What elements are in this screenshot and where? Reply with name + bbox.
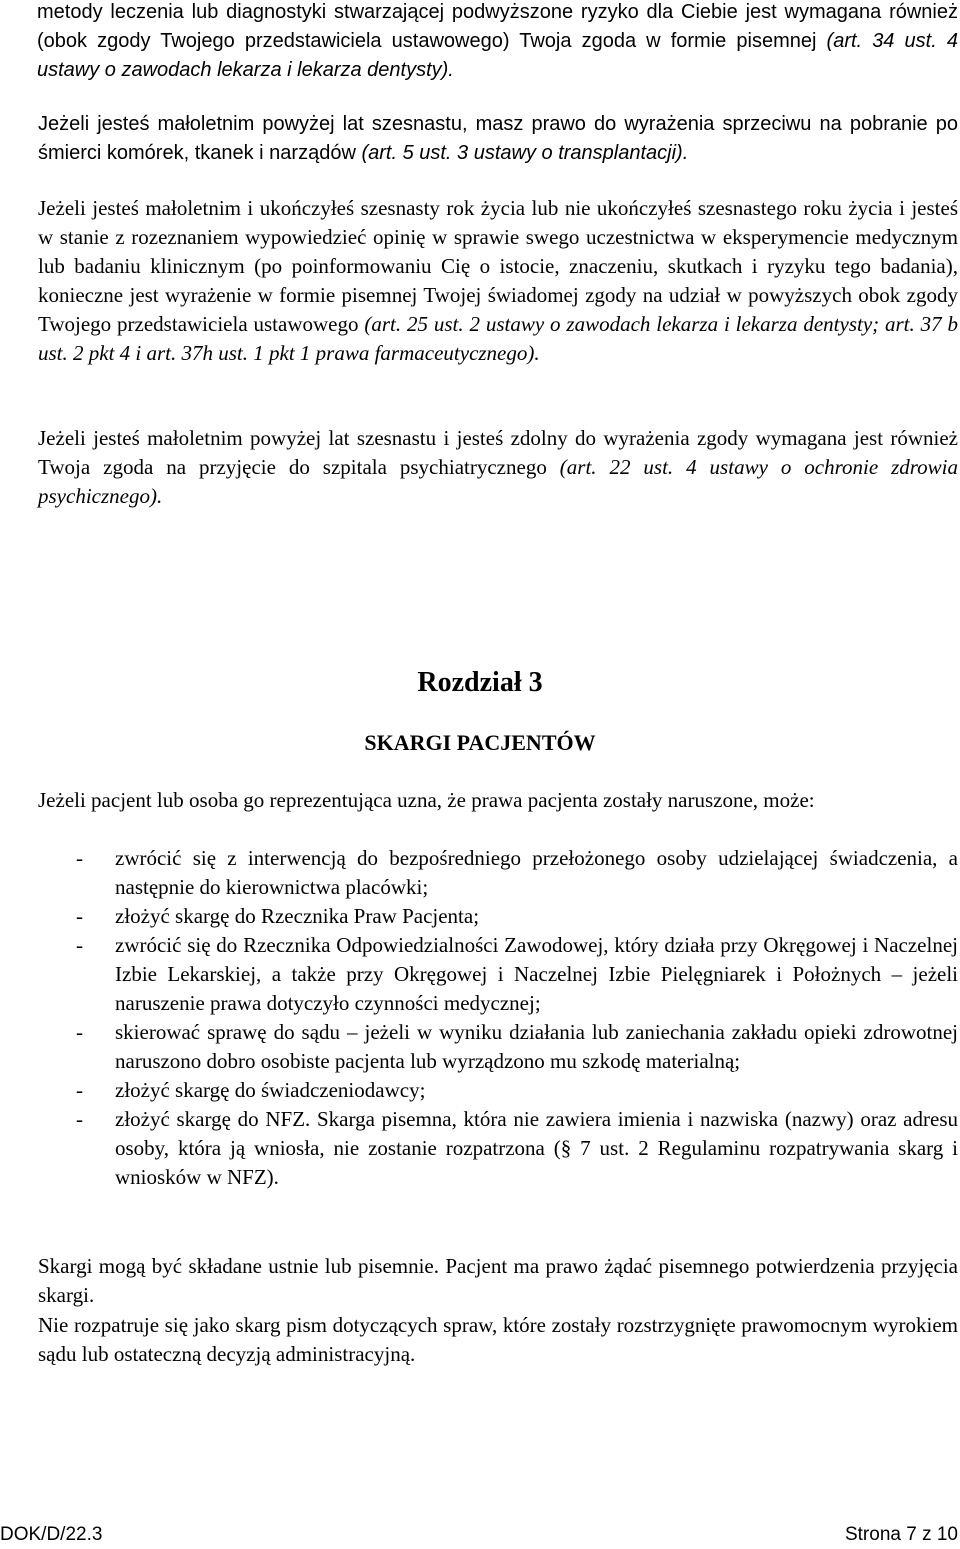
point-number (0, 1311, 38, 1340)
paragraph-continued (37, 0, 958, 85)
paragraph-number (0, 194, 38, 223)
list-item-text: zwrócić się z interwencją do bezpośredniego przełożonego osoby udzielającej świadczenia, a następnie do kierownictwa placówki; (115, 846, 958, 899)
legal-reference: (art. 34 ust. 4 ustawy o zawodach lekarza i lekarza dentysty). (37, 30, 958, 81)
list-item (0, 1076, 958, 1105)
list-dash: - (76, 1020, 83, 1044)
list-dash: - (76, 933, 83, 957)
list-item (0, 902, 958, 931)
list-item-text: zwrócić się do Rzecznika Odpowiedzialności Zawodowej, który działa przy Okręgowej i Naczelnej Izbie Lekarskiej, a także przy Okręgowej i Naczelnej Izbie Pielęgniarek i Położnych – jeżeli naruszenie prawa dotyczyło czynności medycznej; (115, 933, 958, 1015)
list-item (0, 1018, 958, 1076)
complaint-options-list (0, 844, 958, 1192)
legal-reference: (art. 22 ust. 4 ustawy o ochronie zdrowia psychicznego). (38, 455, 959, 508)
chapter-title: SKARGI PACJENTÓW (364, 730, 596, 755)
paragraph-8 (0, 424, 958, 511)
paragraph-text: Jeżeli jesteś małoletnim i ukończyłeś szesnasty rok życia lub nie ukończyłeś szesnastego roku życia i jesteś w stanie z rozeznaniem wypowiedzieć opinię w sprawie swego uczestnictwa w eksperymencie medycznym lub badaniu klinicznym (po poinformowaniu Cię o istocie, znaczeniu, skutkach i ryzyku tego badania), konieczne jest wyrażenie w formie pisemnej Twojej świadomej zgody na udział w powyższych obok zgody Twojego przedstawiciela ustawowego (38, 196, 958, 336)
list-item (0, 931, 958, 1018)
paragraph-number (0, 110, 38, 139)
point-text: Nie rozpatruje się jako skarg pism dotyczących spraw, które zostały rozstrzygnięte prawomocnym wyrokiem sądu lub ostateczną decyzją administracyjną. (38, 1313, 958, 1366)
legal-reference: (art. 5 ust. 3 ustawy o transplantacji). (361, 142, 689, 164)
paragraph-text: Jeżeli jesteś małoletnim powyżej lat szesnastu i jesteś zdolny do wyrażenia zgody wymagana jest również Twoja zgoda na przyjęcie do szpitala psychiatrycznego (38, 426, 958, 479)
page-number: Strona 7 z 10 (844, 1524, 958, 1545)
point-number (0, 786, 38, 815)
point-text: Skargi mogą być składane ustnie lub pisemnie. Pacjent ma prawo żądać pisemnego potwierdzenia przyjęcia skargi. (38, 1254, 958, 1307)
list-dash: - (76, 846, 83, 870)
list-item-text: skierować sprawę do sądu – jeżeli w wyniku działania lub zaniechania zakładu opieki zdrowotnej naruszono dobro osobiste pacjenta lub wyrządzono mu szkodę materialną; (115, 1020, 958, 1073)
paragraph-number (0, 424, 38, 453)
paragraph-7 (0, 194, 958, 368)
complaint-point-2 (0, 1252, 958, 1310)
list-dash: - (76, 904, 83, 928)
list-dash: - (76, 1078, 83, 1102)
complaint-point-1 (0, 786, 958, 815)
list-item (0, 1105, 958, 1192)
paragraph-text: metody leczenia lub diagnostyki stwarzającej podwyższone ryzyko dla Ciebie jest wymagana również (obok zgody Twojego przedstawiciela ustawowego) Twoja zgoda w formie pisemnej (37, 1, 958, 52)
paragraph-6 (0, 110, 958, 168)
list-item-text: złożyć skargę do Rzecznika Praw Pacjenta; (115, 904, 480, 928)
list-item-text: złożyć skargę do NFZ. Skarga pisemna, która nie zawiera imienia i nazwiska (nazwy) oraz adresu osoby, która ją wniosła, nie zostanie rozpatrzona (§ 7 ust. 2 Regulaminu rozpatrywania skarg i wniosków w NFZ). (115, 1107, 958, 1189)
document-code: DOK/D/22.3 (0, 1524, 103, 1545)
chapter-heading: Rozdział 3 (417, 667, 543, 698)
paragraph-text: Jeżeli jesteś małoletnim powyżej lat szesnastu, masz prawo do wyrażenia sprzeciwu na pobranie po śmierci komórek, tkanek i narządów (38, 113, 958, 164)
list-item-text: złożyć skargę do świadczeniodawcy; (115, 1078, 426, 1102)
list-item (0, 844, 958, 902)
complaint-point-3 (0, 1311, 958, 1369)
point-text: Jeżeli pacjent lub osoba go reprezentująca uzna, że prawa pacjenta zostały naruszone, może: (38, 788, 815, 812)
point-number (0, 1252, 38, 1281)
legal-reference: (art. 25 ust. 2 ustawy o zawodach lekarza i lekarza dentysty; art. 37 b ust. 2 pkt 4 i art. 37h ust. 1 pkt 1 prawa farmaceutycznego). (38, 312, 958, 365)
list-dash: - (76, 1107, 83, 1131)
